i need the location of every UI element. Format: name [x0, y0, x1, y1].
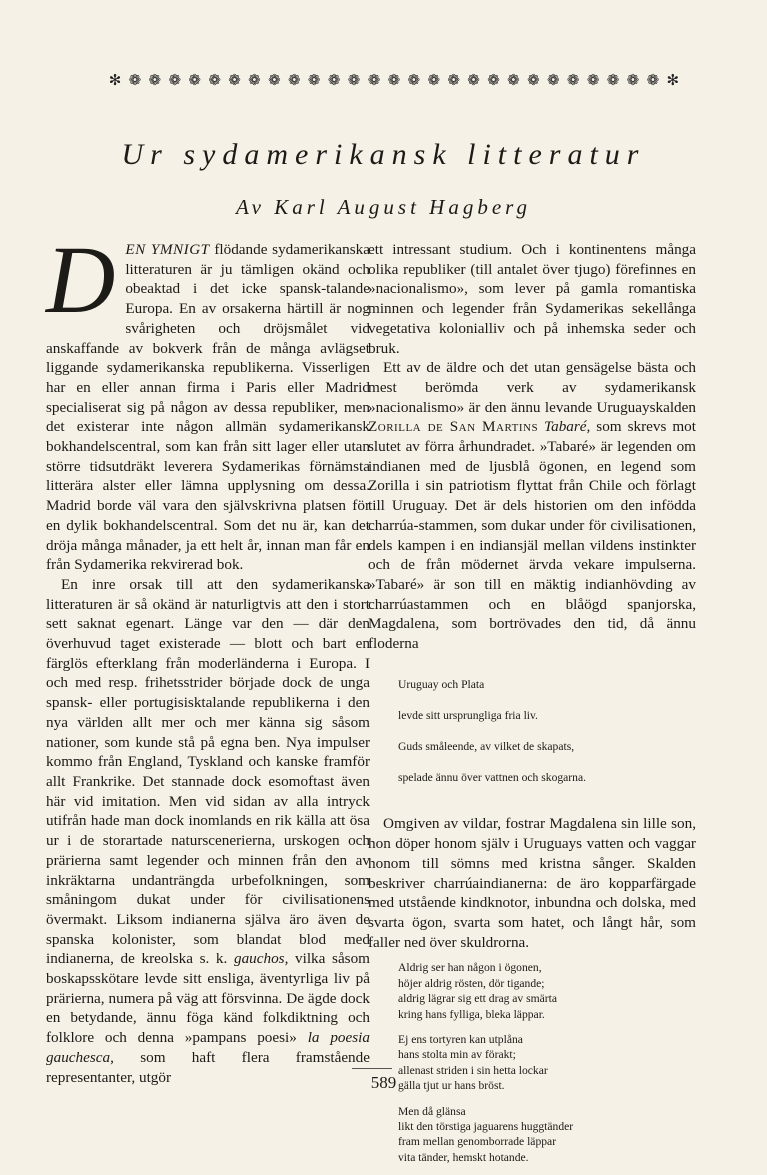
ornament-flower-icon: ❁	[248, 71, 261, 89]
verse-line: likt den törstiga jaguarens huggtänder	[398, 1120, 574, 1133]
ornament-flower-icon: ❁	[626, 71, 640, 89]
article-byline: Av Karl August Hagberg	[235, 195, 532, 219]
verse-line: aldrig lägrar sig ett drag av smärta	[398, 992, 558, 1006]
verse-line: Aldrig ser han någon i ögonen,	[398, 961, 542, 975]
ornament-flower-icon: ❁	[407, 71, 421, 89]
ornament-flower-icon: ❁	[507, 71, 520, 89]
ornament-flower-icon: ❁	[347, 71, 361, 89]
paragraph-text: som skrevs mot slutet av förra århundradet. »Tabaré» är legenden om indianen med de ljusblå ögonen, en legend som Zorilla i sin patriotism flyttat från Chile och förlagt till Uruguay. Det är dels historien om den infödda charrúa-stammen, som dukar under för civilisationen, dels kampen i en indiansjäl mellan vildens instinkter och de från mödernet ärvda vekare impulserna. »Tabaré» är son till en mäktig indianhövding av charrúastammen och en blåögd spanjorska, Magdalena, som bortrövades den tid, då ännu floderna	[368, 418, 696, 653]
paragraph	[46, 226, 371, 575]
italic-term: la poesia gauchesca,	[46, 1029, 370, 1066]
verse-line: gälla tjut ur hans bröst.	[398, 1079, 505, 1093]
ornament-flower-icon: ❁	[467, 71, 480, 89]
ornament-flower-icon: ❁	[288, 71, 301, 89]
author-name: Zorilla de San Martins	[368, 418, 539, 436]
ornament-flower-icon: ❁	[487, 71, 500, 89]
left-column	[46, 226, 371, 1087]
paragraph	[46, 575, 370, 1087]
paragraph-text: som haft flera framstående representanter, utgör	[46, 1048, 370, 1086]
page-number: 589	[370, 1073, 397, 1092]
ornament-flower-icon: ❁	[208, 71, 221, 89]
verse-stanza	[398, 960, 696, 1022]
ornament-flower-icon: ❁	[228, 71, 241, 89]
verse-line: Uruguay och Plata	[398, 678, 485, 692]
ornament-flower-icon: ❁	[566, 71, 580, 89]
ornament-flower-icon: ❁	[606, 71, 620, 89]
verse-line: spelade ännu över vattnen och skogarna.	[398, 770, 587, 784]
right-column	[368, 240, 696, 1175]
verse-quote	[398, 662, 696, 801]
ornament-flower-icon: ❁	[327, 71, 341, 89]
paragraph-text: flödande sydamerikanska litteraturen är ju tämligen okänd och obeaktad i det icke spansk-talande Europa. En av orsakerna härtill är nog svårigheten och dröjsmålet vid anskaffande av bokverk från de många avlägset liggande sydamerikanska republikerna. Visserligen har en eller annan firma i Paris eller Madrid specialiserat sig på någon av dessa republiker, men det existerar inte någon allmän sydamerikansk bokhandelscentral, som kan från sitt lager eller utan större tidsutdräkt leverera Sydamerikas förnämsta litterära alster eller lämna upplysning om dessa. Madrid borde väl vara den självskrivna platsen för en dylik bokhandelscentral. Som det nu är, kan det dröja många månader, ja ett helt år, innan man får en från Sydamerika rekvirerad bok.	[46, 241, 371, 574]
verse-line: allenast striden i sin hetta lockar	[398, 1063, 548, 1077]
ornament-flower-icon: ❁	[586, 71, 600, 89]
verse-line: fram mellan genomborrade läppar	[398, 1135, 557, 1149]
ornament-band	[106, 70, 682, 90]
ornament-flower-icon: ❁	[427, 71, 441, 89]
ornament-flower-icon: ❁	[307, 71, 321, 89]
ornament-flower-icon: ❁	[387, 71, 401, 89]
paragraph: ett intressant studium. Och i kontinentens många olika republiker (till antalet över tjugo) förefinnes en »nacionalismo», som lever på gamla romantiska minnen och legender från Sydamerikas sekellånga vegetativa kolonialliv och på inhemska seder och bruk.	[368, 241, 696, 357]
drop-cap: D	[46, 226, 116, 333]
verse-line: Men då glänsa	[398, 1104, 466, 1118]
verse-line: höjer aldrig rösten, dör tigande;	[398, 976, 545, 990]
paragraph	[368, 358, 696, 654]
lead-words: EN YMNIGT	[125, 241, 210, 258]
italic-term: gauchos,	[233, 950, 289, 968]
ornament-end-icon: ✻	[108, 71, 122, 89]
ornament-flower-icon: ❁	[268, 71, 281, 89]
ornament-flower-icon: ❁	[546, 71, 560, 89]
ornament-flower-icon: ❁	[168, 71, 182, 89]
paragraph-text: En inre orsak till att den sydamerikanska litteraturen är så okänd är naturligtvis att den i stort sett saknat egenart. Länge var den — där den överhuvud taget existerade — blott och bart en färglös efterklang från moderländerna i Europa. I och med resp. frihetsstrider började dock de unga spansk- eller portugisisktalande republikerna i den nya världen allt mer och mer känna sig såsom nationer, som kunde stå på egna ben. Nya impulser kommo från England, Tyskland och kanske framför allt Frankrike. Det stannade dock esomoftast även här vid imitation. Men vid sidan av alla intryck utifrån hade man dock inomlands en rik källa att ösa ur i de storartade naturscenerierna, urskogen och prärierna samt legender och minnen från den av inkräktarna undanträngda urbefolkningen, som småningom dukat under för civilisationens övermakt. Liksom indianerna själva äro även de spanska kolonister, som blandat blod med indianerna, de kreolska s. k.	[46, 575, 370, 968]
work-title: Tabaré,	[544, 418, 591, 436]
ornament-flower-icon: ❁	[188, 71, 201, 89]
ornament-flower-icon: ❁	[367, 71, 381, 89]
ornament-flower-icon: ❁	[148, 71, 162, 89]
verse-line: vita tänder, hemskt hotande.	[398, 1150, 529, 1164]
verse-line: Ej ens tortyren kan utplåna	[398, 1032, 523, 1046]
ornament-flower-icon: ❁	[447, 71, 460, 89]
ornament-flower-icon: ❁	[527, 71, 540, 89]
ornament-end-icon: ✻	[666, 71, 680, 89]
verse-line: hans stolta min av förakt;	[398, 1048, 516, 1062]
verse-stanza	[398, 1104, 696, 1166]
verse-line: Guds småleende, av vilket de skapats,	[398, 739, 575, 753]
paragraph-text: Ett av de äldre och det utan gensägelse bästa och mest berömda verk av sydamerikansk »nacionalismo» är den ännu levande Uruguayskalden	[368, 359, 696, 416]
paragraph: Omgiven av vildar, fostrar Magdalena sin lille son, hon döper honom själv i Uruguays vatten och vaggar honom till sömns med kristna sånger. Skalden beskriver charrúaindianerna: de äro kopparfärgade med utstående kindknotor, inbundna och dolska, med svarta ögon, svarta som hatet, och långt hår, som faller ned över skuldrorna.	[368, 815, 696, 951]
ornament-flower-icon: ❁	[128, 71, 142, 89]
paragraph-text: vilka såsom boskapsskötare levde sitt ensliga, äventyrliga liv på prärierna, numera på väg att försvinna. De ägde dock en betydande, ännu föga känd folkdiktning och folklore och denna »pampans poesi»	[46, 950, 370, 1047]
article-title: Ur sydamerikansk litteratur	[121, 138, 646, 171]
verse-line: kring hans fylliga, bleka läppar.	[398, 1007, 545, 1021]
ornament-flower-icon: ❁	[646, 71, 660, 89]
folio-rule	[352, 1068, 392, 1069]
verse-line: levde sitt ursprungliga fria liv.	[398, 708, 538, 722]
